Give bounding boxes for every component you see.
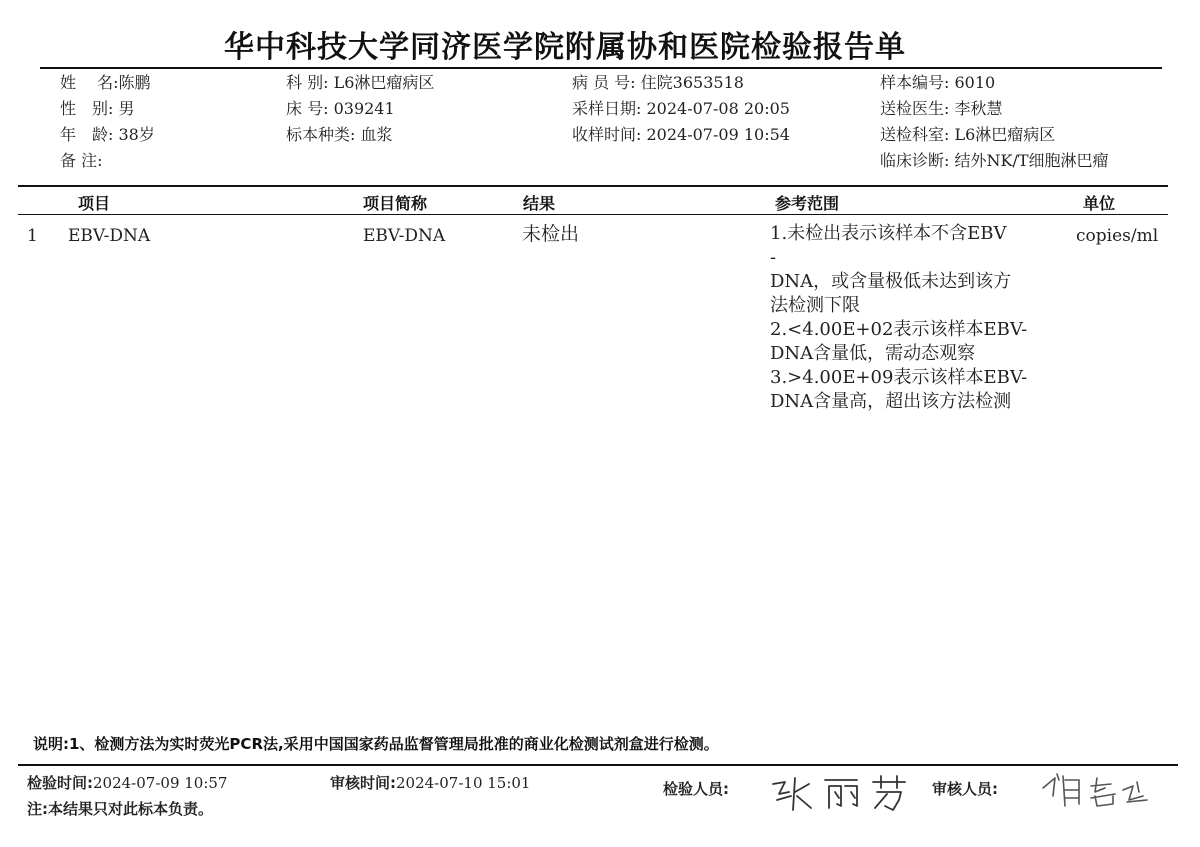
table-header-rule: [18, 214, 1168, 215]
row-abbr: EBV-DNA: [363, 226, 446, 246]
col-header-item: 项目: [78, 194, 111, 213]
report-title: 华中科技大学同济医学院附属协和医院检验报告单: [224, 30, 906, 65]
reference-line: DNA含量低，需动态观察: [770, 343, 976, 364]
sample-info: [880, 70, 1109, 174]
specimen-label: 标本种类:: [286, 125, 356, 144]
col-header-unit: 单位: [1083, 194, 1116, 213]
sex-label: 性 别:: [60, 99, 114, 118]
sampling-date-label: 采样日期:: [572, 99, 642, 118]
reviewer: [932, 778, 998, 799]
row-unit: copies/ml: [1076, 226, 1159, 246]
row-reference: [770, 222, 1060, 414]
doctor-label: 送检医生:: [880, 99, 950, 118]
patient-info: [60, 70, 155, 174]
review-time-label: 审核时间:: [330, 774, 396, 792]
tester-signature: [765, 770, 925, 818]
tester-label: 检验人员:: [663, 780, 729, 798]
method-note: 说明:1、检测方法为实时荧光PCR法,采用中国国家药品监督管理局批准的商业化检测试剂盒进行检测。: [33, 735, 719, 753]
title-rule: [40, 67, 1162, 69]
specimen-type: 血浆: [360, 125, 393, 144]
sampling-date: 2024-07-08 20:05: [646, 99, 790, 118]
col-header-abbr: 项目简称: [363, 194, 428, 213]
reviewer-label: 审核人员:: [932, 780, 998, 798]
reference-line: DNA含量高，超出该方法检测: [770, 391, 1012, 412]
reference-line: DNA，或含量极低未达到该方: [770, 271, 1012, 292]
remark-label: 备 注:: [60, 151, 103, 170]
age-label: 年 龄:: [60, 125, 114, 144]
reference-line: 法检测下限: [770, 295, 860, 316]
referring-dept-label: 送检科室:: [880, 125, 950, 144]
reference-line: 3.>4.00E+09表示该样本EBV-: [770, 367, 1028, 388]
case-info: [572, 70, 790, 148]
tester: [663, 778, 729, 799]
receiving-time-label: 收样时间:: [572, 125, 642, 144]
patient-age: 38岁: [118, 125, 155, 144]
review-time: [330, 772, 530, 793]
reference-line: -: [770, 247, 777, 268]
name-label: 姓 名:: [60, 73, 119, 92]
reviewer-signature: [1035, 766, 1165, 816]
col-header-result: 结果: [523, 194, 556, 213]
case-id-label: 病 员 号:: [572, 73, 636, 92]
receiving-time: 2024-07-09 10:54: [646, 125, 790, 144]
clinical-diagnosis: 结外NK/T细胞淋巴瘤: [954, 151, 1109, 170]
test-time-value: 2024-07-09 10:57: [93, 774, 228, 792]
row-item: EBV-DNA: [68, 226, 151, 246]
test-time-label: 检验时间:: [27, 774, 93, 792]
ward-dept: L6淋巴瘤病区: [333, 73, 435, 92]
row-result: 未检出: [522, 223, 580, 245]
reference-line: 1.未检出表示该样本不含EBV: [770, 223, 1007, 244]
bed-number: 039241: [333, 99, 395, 118]
case-id: 住院3653518: [640, 73, 744, 92]
reference-line: 2.<4.00E+02表示该样本EBV-: [770, 319, 1028, 340]
dept-label: 科 别:: [286, 73, 329, 92]
sample-no: 6010: [954, 73, 996, 92]
bed-label: 床 号:: [286, 99, 329, 118]
patient-sex: 男: [118, 99, 135, 118]
sample-no-label: 样本编号:: [880, 73, 950, 92]
row-number: 1: [27, 226, 38, 246]
review-time-value: 2024-07-10 15:01: [396, 774, 531, 792]
col-header-reference: 参考范围: [775, 194, 840, 213]
referring-dept: L6淋巴瘤病区: [954, 125, 1056, 144]
header-rule: [18, 185, 1168, 187]
referring-doctor: 李秋慧: [954, 99, 1003, 118]
diagnosis-label: 临床诊断:: [880, 151, 950, 170]
patient-name: 陈鹏: [118, 73, 151, 92]
ward-info: [286, 70, 434, 148]
footer-rule: [18, 764, 1178, 766]
test-time: [27, 772, 227, 793]
disclaimer: 注:本结果只对此标本负责。: [27, 800, 213, 818]
